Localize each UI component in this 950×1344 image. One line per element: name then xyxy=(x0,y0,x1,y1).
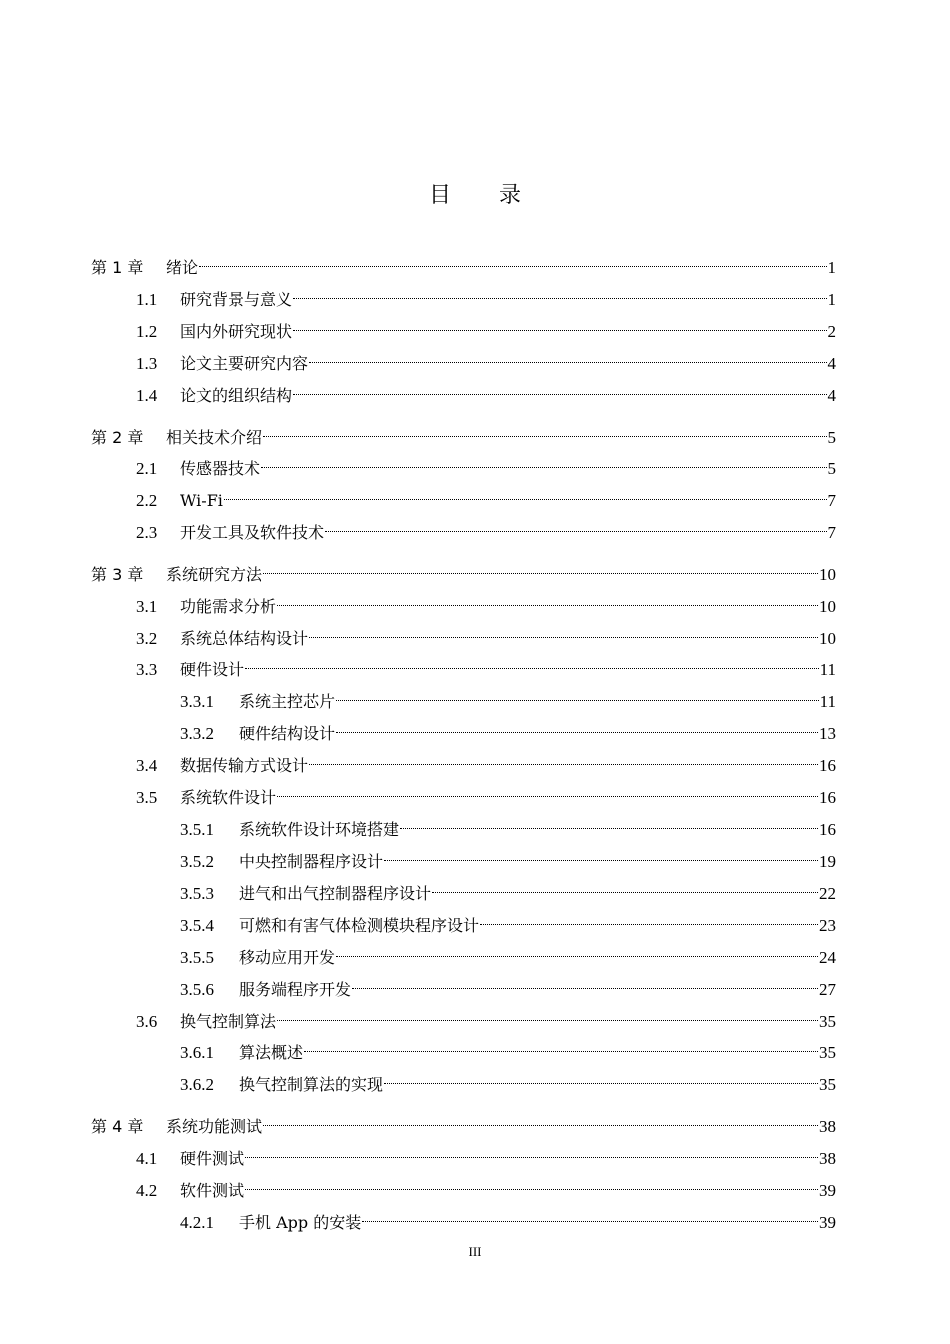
toc-entry-number: 3.1 xyxy=(136,597,158,616)
toc-entry-title: 系统软件设计 xyxy=(180,788,277,807)
dot-leader xyxy=(245,1138,818,1164)
toc-entry-title: 开发工具及软件技术 xyxy=(180,523,325,542)
toc-chapter-entry[interactable] xyxy=(91,247,836,277)
toc-section-entry[interactable] xyxy=(136,279,836,309)
toc-section-entry[interactable] xyxy=(136,375,836,405)
toc-section-entry[interactable] xyxy=(136,343,836,373)
toc-section-entry[interactable] xyxy=(136,586,836,616)
toc-entry-page-number: 27 xyxy=(819,980,836,999)
toc-entry-title: 绪论 xyxy=(166,258,199,277)
toc-section-entry[interactable] xyxy=(136,448,836,478)
toc-entry-number: 3.5 xyxy=(136,788,158,807)
toc-entry-page-number: 16 xyxy=(819,788,836,807)
toc-entry-page-number: 19 xyxy=(819,852,836,871)
toc-entry-title: 研究背景与意义 xyxy=(180,290,293,309)
toc-chapter-entry[interactable] xyxy=(91,1106,836,1136)
dot-leader xyxy=(263,554,818,580)
page-number-footer: III xyxy=(468,1244,482,1259)
toc-entry-page-number: 16 xyxy=(819,820,836,839)
toc-subsection-entry[interactable] xyxy=(180,681,836,711)
toc-subsection-entry[interactable] xyxy=(180,905,836,935)
toc-entry-number: 3.2 xyxy=(136,629,158,648)
toc-entry-page-number: 11 xyxy=(819,692,836,711)
title-char-1: 目 xyxy=(428,183,451,208)
toc-entry-number: 4.2.1 xyxy=(180,1213,214,1232)
dot-leader xyxy=(293,311,826,337)
toc-entry-number: 3.5.1 xyxy=(180,820,214,839)
toc-entry-page-number: 1 xyxy=(827,290,836,309)
toc-entry-title: 系统主控芯片 xyxy=(239,692,336,711)
toc-entry-page-number: 4 xyxy=(827,386,836,405)
toc-entry-number: 3.6.2 xyxy=(180,1075,214,1094)
toc-entry-number: 3.4 xyxy=(136,756,158,775)
toc-entry-page-number: 2 xyxy=(827,322,836,341)
toc-entry-number: 3.3 xyxy=(136,660,158,679)
toc-section-entry[interactable] xyxy=(136,1170,836,1200)
toc-entry-page-number: 39 xyxy=(819,1213,836,1232)
toc-entry-number: 3.6 xyxy=(136,1012,158,1031)
toc-entry-number: 3.5.6 xyxy=(180,980,214,999)
toc-entry-number: 1.2 xyxy=(136,322,158,341)
toc-entry-title: 软件测试 xyxy=(180,1181,245,1200)
toc-entry-title: 服务端程序开发 xyxy=(239,980,352,999)
toc-entry-number: 3.5.3 xyxy=(180,884,214,903)
toc-entry-page-number: 38 xyxy=(819,1117,836,1136)
toc-entry-number: 3.3.2 xyxy=(180,724,214,743)
toc-section-entry[interactable] xyxy=(136,1138,836,1168)
toc-subsection-entry[interactable] xyxy=(180,969,836,999)
toc-entry-title: 进气和出气控制器程序设计 xyxy=(239,884,432,903)
toc-entry-page-number: 10 xyxy=(819,629,836,648)
toc-entry-title: 系统研究方法 xyxy=(166,565,263,584)
toc-entry-page-number: 10 xyxy=(819,565,836,584)
toc-entry-page-number: 1 xyxy=(827,258,836,277)
toc-section-entry[interactable] xyxy=(136,618,836,648)
toc-entry-page-number: 35 xyxy=(819,1012,836,1031)
toc-entry-title: 数据传输方式设计 xyxy=(180,756,309,775)
toc-entry-page-number: 24 xyxy=(819,948,836,967)
toc-entry-title: 论文的组织结构 xyxy=(180,386,293,405)
toc-entry-number: 第 2 章 xyxy=(91,428,144,447)
toc-entry-page-number: 22 xyxy=(819,884,836,903)
toc-entry-number: 1.4 xyxy=(136,386,158,405)
toc-entry-page-number: 7 xyxy=(827,523,836,542)
toc-entry-page-number: 13 xyxy=(819,724,836,743)
toc-subsection-entry[interactable] xyxy=(180,873,836,903)
toc-entry-number: 4.1 xyxy=(136,1149,158,1168)
toc-entry-title: 传感器技术 xyxy=(180,459,261,478)
toc-entry-number: 3.3.1 xyxy=(180,692,214,711)
toc-entry-page-number: 10 xyxy=(819,597,836,616)
dot-leader xyxy=(400,809,818,835)
toc-entry-page-number: 23 xyxy=(819,916,836,935)
toc-subsection-entry[interactable] xyxy=(180,1202,836,1232)
toc-entry-title: 系统功能测试 xyxy=(166,1117,263,1136)
toc-entry-number: 3.5.4 xyxy=(180,916,214,935)
toc-entry-page-number: 39 xyxy=(819,1181,836,1200)
dot-leader xyxy=(336,681,819,707)
toc-section-entry[interactable] xyxy=(136,649,836,679)
toc-entry-number: 3.5.2 xyxy=(180,852,214,871)
toc-section-entry[interactable] xyxy=(136,311,836,341)
toc-entry-page-number: 16 xyxy=(819,756,836,775)
toc-entry-title: 中央控制器程序设计 xyxy=(239,852,384,871)
toc-entry-number: 3.5.5 xyxy=(180,948,214,967)
dot-leader xyxy=(336,713,818,739)
toc-chapter-entry[interactable] xyxy=(91,417,836,447)
toc-section-entry[interactable] xyxy=(136,745,836,775)
dot-leader xyxy=(309,745,818,771)
toc-chapter-entry[interactable] xyxy=(91,554,836,584)
dot-leader xyxy=(384,841,818,867)
toc-subsection-entry[interactable] xyxy=(180,1064,836,1094)
toc-entry-page-number: 5 xyxy=(827,428,836,447)
toc-subsection-entry[interactable] xyxy=(180,841,836,871)
toc-entry-number: 2.3 xyxy=(136,523,158,542)
toc-entry-page-number: 5 xyxy=(827,459,836,478)
dot-leader xyxy=(261,448,826,474)
toc-entry-title: 功能需求分析 xyxy=(180,597,277,616)
dot-leader xyxy=(199,247,826,273)
toc-entry-page-number: 35 xyxy=(819,1043,836,1062)
toc-entry-number: 4.2 xyxy=(136,1181,158,1200)
dot-leader xyxy=(245,1170,818,1196)
toc-subsection-entry[interactable] xyxy=(180,1032,836,1062)
dot-leader xyxy=(224,480,827,506)
page-title xyxy=(0,178,950,209)
toc-entry-title: 可燃和有害气体检测模块程序设计 xyxy=(239,916,480,935)
toc-entry-title: 国内外研究现状 xyxy=(180,322,293,341)
toc-entry-number: 1.3 xyxy=(136,354,158,373)
dot-leader xyxy=(293,279,826,305)
toc-entry-title: 换气控制算法 xyxy=(180,1012,277,1031)
toc-entry-title: 手机 App 的安装 xyxy=(239,1213,362,1232)
dot-leader xyxy=(309,618,818,644)
toc-entry-number: 2.1 xyxy=(136,459,158,478)
toc-entry-number: 2.2 xyxy=(136,491,158,510)
toc-entry-title: 论文主要研究内容 xyxy=(180,354,309,373)
dot-leader xyxy=(277,586,818,612)
dot-leader xyxy=(263,417,826,443)
toc-subsection-entry[interactable] xyxy=(180,809,836,839)
dot-leader xyxy=(245,649,819,675)
toc-entry-page-number: 7 xyxy=(827,491,836,510)
toc-entry-number: 第 4 章 xyxy=(91,1117,144,1136)
toc-entry-page-number: 38 xyxy=(819,1149,836,1168)
dot-leader xyxy=(304,1032,818,1058)
dot-leader xyxy=(293,375,826,401)
toc-entry-page-number: 4 xyxy=(827,354,836,373)
toc-entry-title: Wi-Fi xyxy=(180,491,223,510)
dot-leader xyxy=(432,873,818,899)
toc-entry-number: 第 1 章 xyxy=(91,258,144,277)
toc-entry-page-number: 11 xyxy=(819,660,836,679)
dot-leader xyxy=(309,343,826,369)
dot-leader xyxy=(480,905,818,931)
toc-entry-number: 3.6.1 xyxy=(180,1043,214,1062)
toc-entry-page-number: 35 xyxy=(819,1075,836,1094)
dot-leader xyxy=(336,937,818,963)
dot-leader xyxy=(384,1064,818,1090)
toc-section-entry[interactable] xyxy=(136,1001,836,1031)
dot-leader xyxy=(263,1106,818,1132)
toc-entry-number: 1.1 xyxy=(136,290,158,309)
toc-entry-number: 第 3 章 xyxy=(91,565,144,584)
dot-leader xyxy=(325,512,826,538)
toc-entry-title: 系统总体结构设计 xyxy=(180,629,309,648)
dot-leader xyxy=(362,1202,818,1228)
toc-section-entry[interactable] xyxy=(136,480,836,510)
toc-entry-title: 系统软件设计环境搭建 xyxy=(239,820,400,839)
dot-leader xyxy=(352,969,818,995)
toc-subsection-entry[interactable] xyxy=(180,937,836,967)
title-char-2: 录 xyxy=(499,183,522,208)
toc-entry-title: 硬件测试 xyxy=(180,1149,245,1168)
toc-entry-title: 算法概述 xyxy=(239,1043,304,1062)
toc-section-entry[interactable] xyxy=(136,777,836,807)
toc-entry-title: 相关技术介绍 xyxy=(166,428,263,447)
dot-leader xyxy=(277,777,818,803)
toc-entry-title: 硬件结构设计 xyxy=(239,724,336,743)
toc-section-entry[interactable] xyxy=(136,512,836,542)
toc-subsection-entry[interactable] xyxy=(180,713,836,743)
toc-entry-title: 硬件设计 xyxy=(180,660,245,679)
toc-entry-title: 移动应用开发 xyxy=(239,948,336,967)
dot-leader xyxy=(277,1001,818,1027)
toc-entry-title: 换气控制算法的实现 xyxy=(239,1075,384,1094)
